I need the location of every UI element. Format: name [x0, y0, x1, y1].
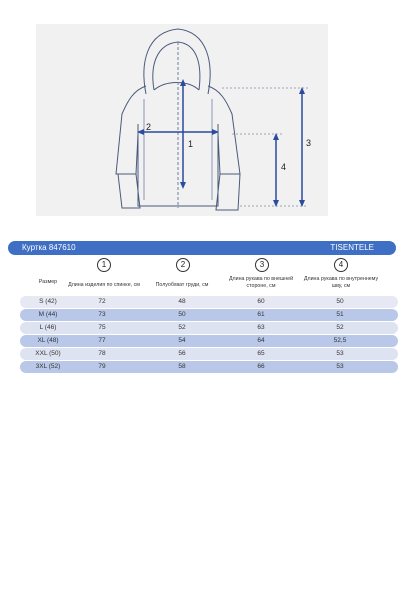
value-cell-4: 51	[336, 311, 344, 318]
size-row	[20, 296, 398, 308]
product-header	[8, 241, 396, 255]
value-cell-3: 66	[257, 363, 265, 370]
dim-label-1: 1	[188, 139, 194, 149]
value-cell-1: 77	[98, 337, 106, 344]
size-row	[20, 348, 398, 360]
value-cell-2: 48	[178, 298, 186, 305]
size-row	[20, 322, 398, 334]
value-cell-1: 73	[98, 311, 106, 318]
value-cell-3: 63	[257, 324, 265, 331]
product-title: Куртка 847610	[22, 243, 76, 252]
size-cell: XL (48)	[37, 337, 59, 344]
jacket-sketch	[36, 24, 328, 216]
value-cell-1: 79	[98, 363, 106, 370]
value-cell-2: 52	[178, 324, 186, 331]
brand-name: TISENTELE	[330, 243, 374, 252]
value-cell-2: 58	[178, 363, 186, 370]
column-number-2: 2	[176, 258, 190, 272]
column-number-4: 4	[334, 258, 348, 272]
dim-label-3: 3	[306, 138, 312, 148]
value-cell-3: 60	[257, 298, 265, 305]
value-cell-2: 56	[178, 350, 186, 357]
size-cell: XXL (50)	[35, 350, 61, 357]
size-cell: 3XL (52)	[35, 363, 61, 370]
value-cell-4: 53	[336, 363, 344, 370]
value-cell-3: 61	[257, 311, 265, 318]
value-cell-2: 50	[178, 311, 186, 318]
value-cell-2: 54	[178, 337, 186, 344]
size-cell: S (42)	[39, 298, 57, 305]
value-cell-1: 72	[98, 298, 106, 305]
value-cell-1: 75	[98, 324, 106, 331]
size-row	[20, 335, 398, 347]
column-number-1: 1	[97, 258, 111, 272]
column-header-2: Полуобхват груди, см	[155, 282, 209, 288]
column-header-1: Длина изделия по спинке, см	[68, 282, 140, 288]
dim-label-2: 2	[146, 122, 152, 132]
size-column-header: Размер	[38, 279, 58, 285]
size-row	[20, 361, 398, 373]
size-cell: M (44)	[38, 311, 58, 318]
value-cell-4: 52	[336, 324, 344, 331]
value-cell-4: 50	[336, 298, 344, 305]
value-cell-4: 53	[336, 350, 344, 357]
value-cell-1: 78	[98, 350, 106, 357]
size-cell: L (46)	[39, 324, 57, 331]
size-row	[20, 309, 398, 321]
value-cell-3: 64	[257, 337, 265, 344]
value-cell-3: 65	[257, 350, 265, 357]
dim-label-4: 4	[281, 162, 287, 172]
column-header-3: Длина рукава по внешней стороне, см	[228, 276, 294, 289]
value-cell-4: 52,5	[333, 337, 347, 344]
column-number-3: 3	[255, 258, 269, 272]
column-header-4: Длина рукава по внутреннему шву, см	[303, 276, 379, 289]
